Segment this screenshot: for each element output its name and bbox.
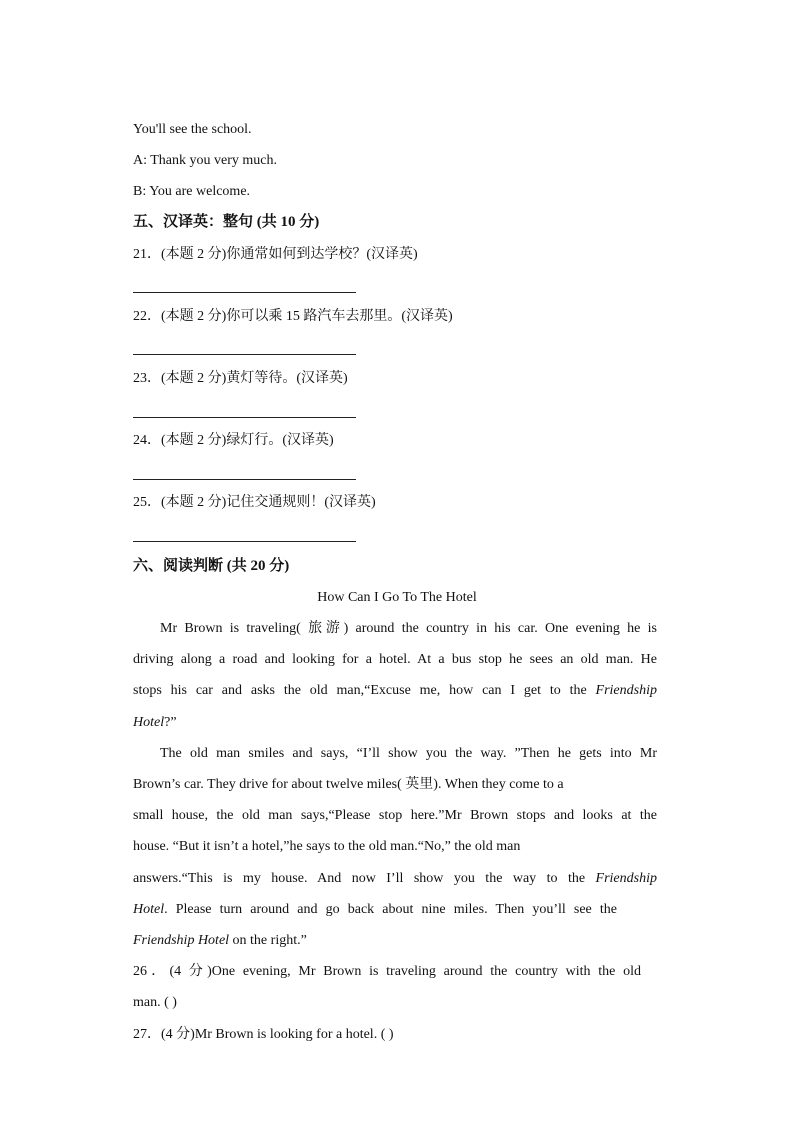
passage-line: house. “But it isn’t a hotel,”he says to the old man.“No,” the old man <box>133 839 521 854</box>
passage-line: The old man smiles and says, “I’ll show you the way. ”Then he gets into Mr <box>160 746 657 761</box>
dialogue-line-1: You'll see the school. <box>133 122 252 137</box>
answer-line-25[interactable] <box>133 541 356 542</box>
question-25: 25．(本题 2 分)记住交通规则！(汉译英) <box>133 495 376 510</box>
section-6-heading: 六、阅读判断 (共 20 分) <box>133 558 290 574</box>
question-21: 21．(本题 2 分)你通常如何到达学校？(汉译英) <box>133 247 418 262</box>
section-5-heading: 五、汉译英：整句 (共 10 分) <box>133 214 320 230</box>
dialogue-line-2: A: Thank you very much. <box>133 153 277 168</box>
dialogue-line-3: B: You are welcome. <box>133 184 251 199</box>
passage-line: Hotel?” <box>133 715 177 730</box>
passage-line: driving along a road and looking for a hotel. At a bus stop he sees an old man. He <box>133 652 657 667</box>
passage-line: Mr Brown is traveling( 旅游) around the country in his car. One evening he is <box>160 621 657 636</box>
passage-line: Brown’s car. They drive for about twelve miles( 英里). When they come to a <box>133 777 564 792</box>
passage-line: answers.“This is my house. And now I’ll show you the way to the Friendship <box>133 871 657 886</box>
question-23: 23．(本题 2 分)黄灯等待。(汉译英) <box>133 371 348 386</box>
passage-title: How Can I Go To The Hotel <box>317 590 477 605</box>
question-27[interactable]: 27．(4 分)Mr Brown is looking for a hotel. ( ) <box>133 1027 394 1042</box>
passage-line: Hotel. Please turn around and go back about nine miles. Then you’ll see the <box>133 902 617 917</box>
answer-line-23[interactable] <box>133 417 356 418</box>
question-26-blank[interactable]: man. ( ) <box>133 995 177 1010</box>
answer-line-24[interactable] <box>133 479 356 480</box>
question-26: 26．(4 分)One evening, Mr Brown is traveling around the country with the old <box>133 964 641 979</box>
passage-line: Friendship Hotel on the right.” <box>133 933 307 948</box>
question-24: 24．(本题 2 分)绿灯行。(汉译英) <box>133 433 334 448</box>
answer-line-21[interactable] <box>133 292 356 293</box>
passage-line: stops his car and asks the old man,“Excuse me, how can I get to the Friendship <box>133 683 657 698</box>
passage-line: small house, the old man says,“Please stop here.”Mr Brown stops and looks at the <box>133 808 657 823</box>
question-22: 22．(本题 2 分)你可以乘 15 路汽车去那里。(汉译英) <box>133 309 453 324</box>
answer-line-22[interactable] <box>133 354 356 355</box>
